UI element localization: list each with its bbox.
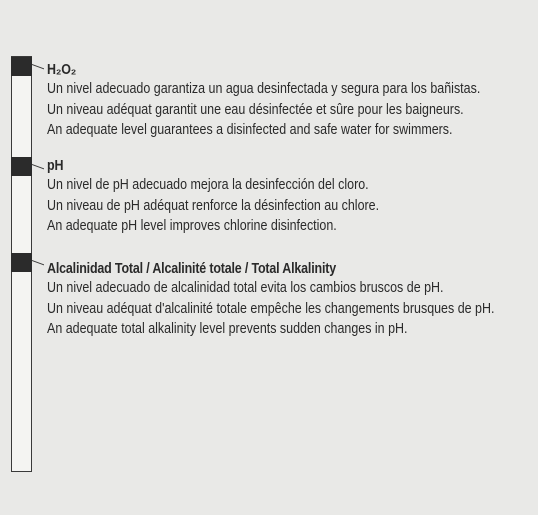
- connector-line-alkalinity: [32, 260, 44, 273]
- section-heading: pH: [47, 158, 64, 174]
- text-line-fr: Un niveau adéquat garantit une eau désinfectée et sûre pour les baigneurs.: [47, 101, 464, 118]
- text-line-en: An adequate total alkalinity level prevents sudden changes in pH.: [47, 321, 408, 337]
- reagent-pad-alkalinity: [11, 253, 32, 272]
- text-line-fr: Un niveau de pH adéquat renforce la désinfection au chlore.: [47, 197, 380, 214]
- section-ph: [47, 157, 532, 237]
- connector-line-ph: [32, 164, 44, 177]
- reagent-pad-ph: [11, 157, 32, 176]
- section-alkalinity: [47, 260, 532, 340]
- section-heading: Alcalinidad Total / Alcalinité totale / Total Alkalinity: [47, 261, 337, 277]
- text-line-en: An adequate pH level improves chlorine disinfection.: [47, 218, 337, 234]
- text-line-es: Un nivel adecuado garantiza un agua desinfectada y segura para los bañistas.: [47, 81, 481, 97]
- section-h2o2: [47, 61, 532, 141]
- section-heading: H₂O₂: [47, 62, 77, 78]
- text-line-es: Un nivel de pH adecuado mejora la desinfección del cloro.: [47, 177, 369, 193]
- text-line-fr: Un niveau adéquat d'alcalinité totale empêche les changements brusques de pH.: [47, 300, 495, 317]
- text-line-es: Un nivel adecuado de alcalinidad total evita los cambios bruscos de pH.: [47, 280, 444, 296]
- test-strip: [11, 56, 32, 472]
- connector-line-h2o2: [32, 64, 44, 77]
- reagent-pad-h2o2: [11, 57, 32, 76]
- text-line-en: An adequate level guarantees a disinfected and safe water for swimmers.: [47, 122, 453, 138]
